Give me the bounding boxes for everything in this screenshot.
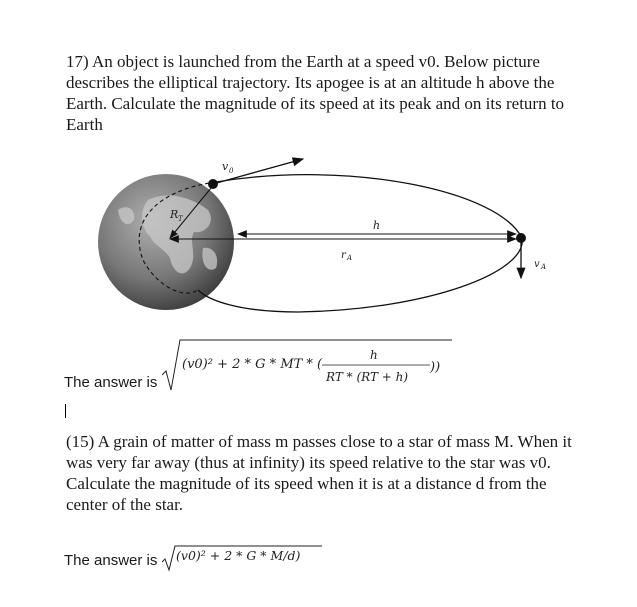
- question-15-text: (15) A grain of matter of mass m passes close to a star of mass M. When it was very far away (thus at infinity) its speed relative to the star was v0. Calculate the magnitude of its speed when it is at a distance d from the center of the star.: [66, 432, 572, 514]
- answer-2-radicand: (v0)² + 2 * G * M/d): [176, 548, 301, 563]
- text-cursor: [65, 404, 66, 418]
- rt-subscript: T: [178, 215, 183, 223]
- question-17-text: 17) An object is launched from the Earth at a speed v0. Below picture describes the elliptical trajectory. Its apogee is at an altitude h above the Earth. Calculate the magnitude of its speed at its peak and on its return to Earth: [66, 52, 565, 134]
- va-subscript: A: [541, 263, 547, 271]
- h-label: h: [373, 219, 381, 232]
- answer-1-denominator: RT * (RT + h): [326, 370, 409, 384]
- trajectory-diagram: [98, 150, 568, 345]
- answer-1-label: The answer is: [64, 374, 158, 391]
- ra-subscript: A: [347, 254, 353, 262]
- answer-1-numerator: h: [370, 348, 378, 362]
- answer-1-radicand-left: (v0)² + 2 * G * MT * (: [182, 357, 323, 372]
- answer-2-label: The answer is: [64, 552, 158, 569]
- answer-1-radicand-right: )): [430, 360, 441, 375]
- v0-label: v: [222, 160, 229, 173]
- answer-2-formula: [162, 544, 332, 574]
- ra-label: r: [341, 250, 346, 261]
- v0-subscript: 0: [229, 167, 234, 175]
- rt-label: R: [170, 208, 179, 221]
- answer-1-formula: [162, 335, 462, 395]
- va-label: v: [534, 259, 540, 270]
- elliptical-trajectory: [198, 175, 522, 312]
